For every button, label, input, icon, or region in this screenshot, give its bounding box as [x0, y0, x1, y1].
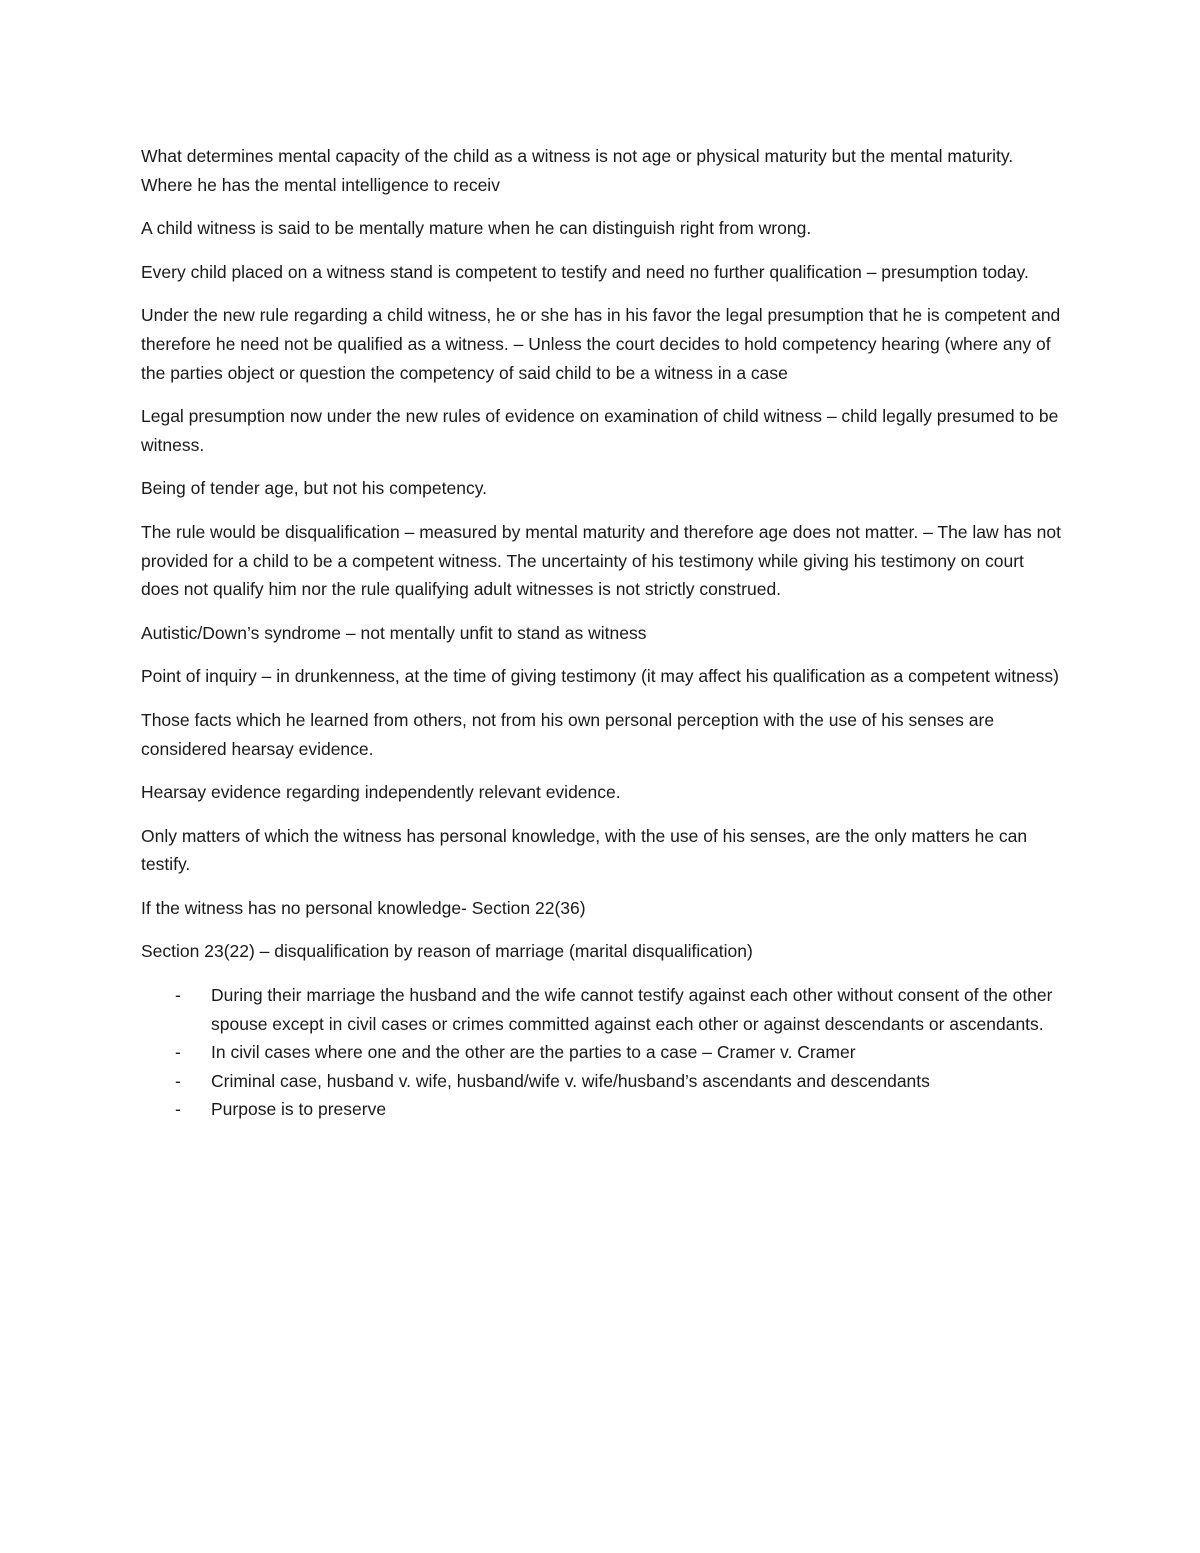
bullet-text: During their marriage the husband and the wife cannot testify against each other without consent of the other spouse except in civil cases or crimes committed against each other or against descendants or ascendants. [211, 985, 1053, 1034]
bullet-item [141, 1067, 1061, 1096]
bullet-text: In civil cases where one and the other are the parties to a case – Cramer v. Cramer [211, 1042, 856, 1063]
paragraph: Point of inquiry – in drunkenness, at the time of giving testimony (it may affect his qualification as a competent witness) [141, 666, 1059, 687]
bullet-text: Purpose is to preserve [211, 1099, 387, 1120]
dash-bullet-icon: - [175, 1042, 181, 1063]
paragraph: If the witness has no personal knowledge- Section 22(36) [141, 897, 586, 918]
paragraph: Those facts which he learned from others, not from his own personal perception with the use of his senses are considered hearsay evidence. [141, 709, 995, 759]
bullet-item [141, 1038, 1061, 1067]
dash-bullet-icon: - [175, 1070, 181, 1091]
bullet-item [141, 1095, 1061, 1124]
paragraph: Autistic/Down’s syndrome – not mentally unfit to stand as witness [141, 622, 647, 643]
paragraph: Being of tender age, but not his competency. [141, 478, 488, 499]
paragraph: Hearsay evidence regarding independently relevant evidence. [141, 782, 621, 803]
document-body [141, 142, 1061, 1124]
dash-bullet-icon: - [175, 1099, 181, 1120]
dash-bullet-icon: - [175, 985, 181, 1006]
paragraph: Under the new rule regarding a child witness, he or she has in his favor the legal presumption that he is competent and therefore he need not be qualified as a witness. – Unless the court decides to hold competency hearing (where any of the parties object or question the competency of said child to be a witness in a case [141, 305, 1061, 383]
bullet-list [141, 981, 1061, 1124]
paragraph: What determines mental capacity of the child as a witness is not age or physical maturity but the mental maturity. Where he has the mental intelligence to receiv [141, 146, 1014, 195]
paragraph: Legal presumption now under the new rules of evidence on examination of child witness – child legally presumed to be witness. [141, 406, 1059, 455]
bullet-item [141, 981, 1061, 1038]
bullet-text: Criminal case, husband v. wife, husband/wife v. wife/husband’s ascendants and descendants [211, 1070, 930, 1091]
paragraph: The rule would be disqualification – measured by mental maturity and therefore age does not matter. – The law has not provided for a child to be a competent witness. The uncertainty of his testimony while giving his testimony on court does not qualify him nor the rule qualifying adult witnesses is not strictly construed. [141, 521, 1061, 600]
paragraph: A child witness is said to be mentally mature when he can distinguish right from wrong. [141, 218, 812, 239]
paragraph: Only matters of which the witness has personal knowledge, with the use of his senses, are the only matters he can testify. [141, 825, 1028, 875]
paragraph: Every child placed on a witness stand is competent to testify and need no further qualification – presumption today. [141, 261, 1029, 282]
section-heading: Section 23(22) – disqualification by reason of marriage (marital disqualification) [141, 941, 753, 962]
